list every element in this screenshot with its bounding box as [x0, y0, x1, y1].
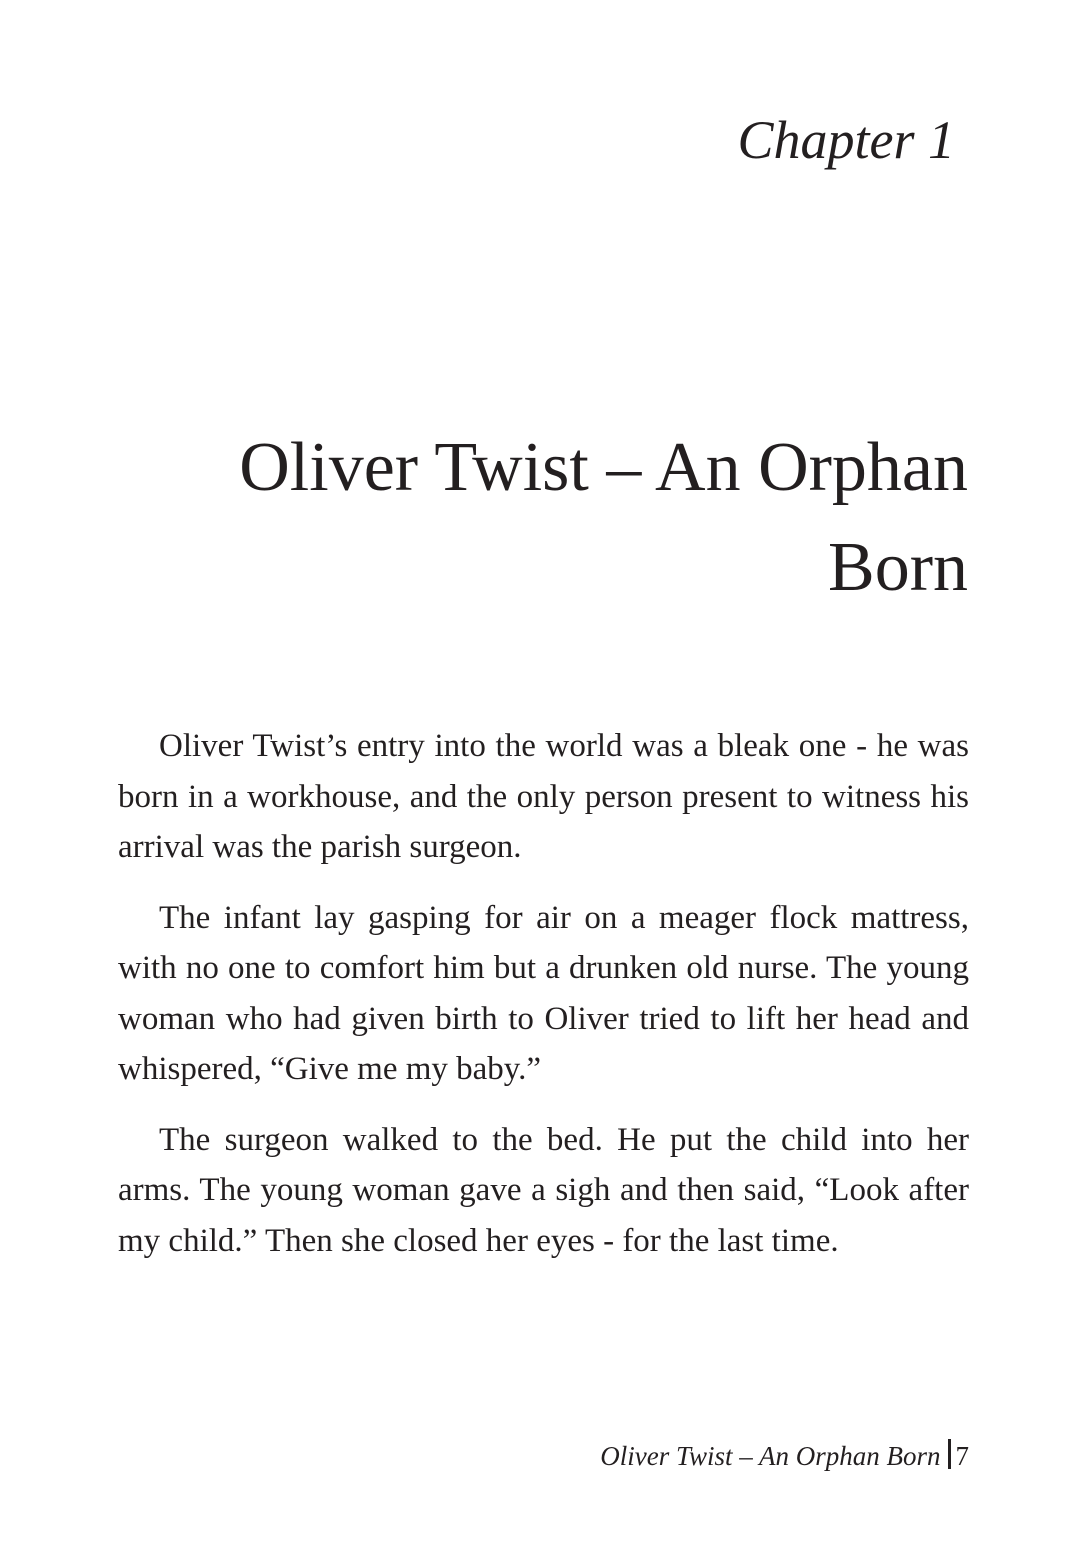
page-footer: [600, 1436, 969, 1476]
paragraph-1: Oliver Twist’s entry into the world was a bleak one - he was born in a workhouse, and the only person present to witness his arrival was the parish surgeon.: [118, 728, 969, 865]
chapter-title: Oliver Twist – An Orphan Born: [239, 429, 968, 606]
paragraph-3: The surgeon walked to the bed. He put the child into her arms. The young woman gave a sigh and then said, “Look after my child.” Then she closed her eyes - for the last time.: [118, 1121, 969, 1259]
footer-separator: [948, 1439, 951, 1469]
page-number: 7: [955, 1441, 969, 1471]
paragraph-2: The infant lay gasping for air on a meager flock mattress, with no one to comfort him but a drunken old nurse. The young woman who had given birth to Oliver tried to lift her head and whispered, “Give me my baby.”: [118, 899, 969, 1087]
running-title: Oliver Twist – An Orphan Born: [600, 1441, 941, 1471]
chapter-label: Chapter 1: [737, 110, 955, 170]
body-text: [118, 721, 969, 1286]
